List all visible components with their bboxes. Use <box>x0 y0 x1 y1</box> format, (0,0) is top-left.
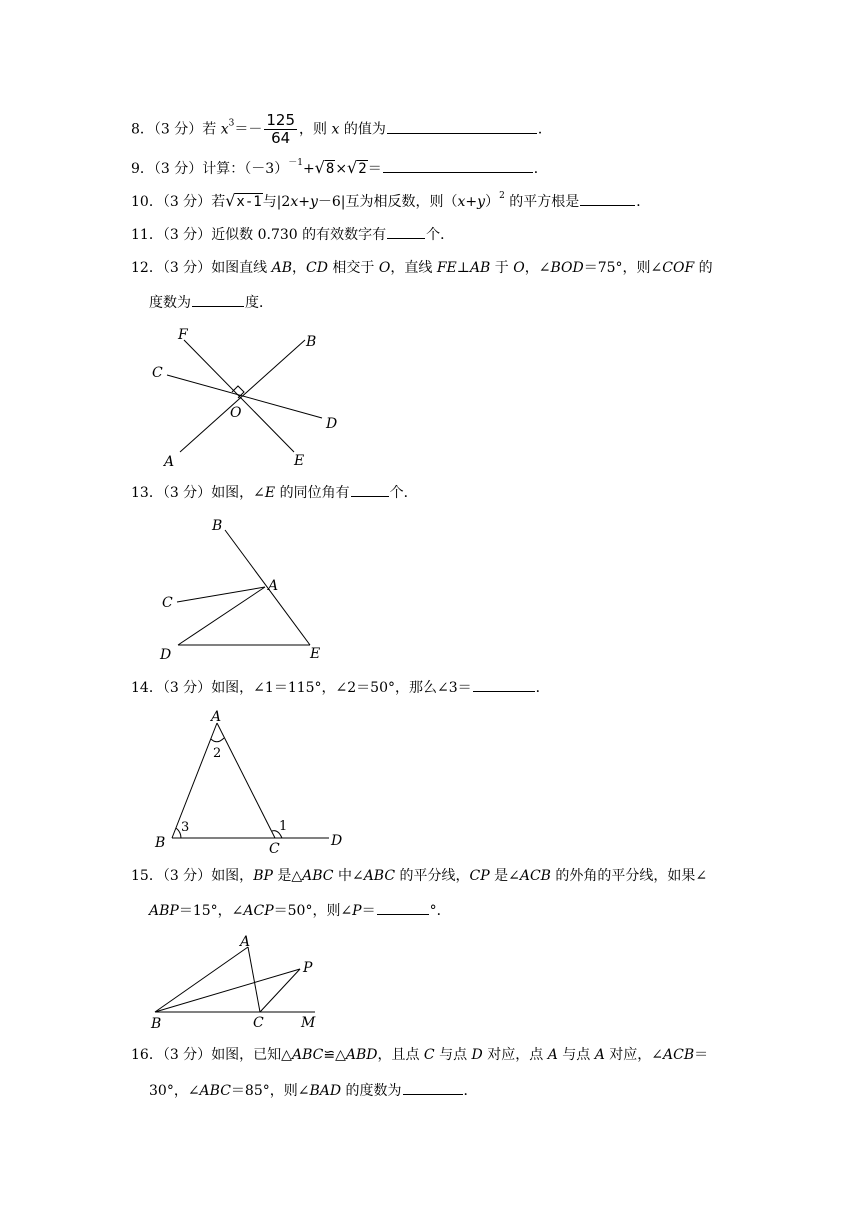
text: ． <box>636 194 651 210</box>
text: + <box>302 161 315 177</box>
text: 度． <box>245 295 273 311</box>
text: ＝ <box>694 1047 709 1063</box>
var: O <box>513 260 525 276</box>
angle-2-arc <box>211 738 224 742</box>
text: 与|2 <box>262 194 291 210</box>
label-C: C <box>152 365 163 381</box>
answer-blank[interactable] <box>192 292 244 307</box>
text: 如图直线 <box>211 260 272 276</box>
sqrt-sign-icon: √ <box>347 158 358 177</box>
answer-blank[interactable] <box>473 677 535 692</box>
var: x <box>331 121 340 138</box>
text: 是△ <box>272 868 303 884</box>
label-M: M <box>301 1015 316 1031</box>
text: 的值为 <box>339 121 386 138</box>
text: －6|互为相反数，则（ <box>317 194 458 210</box>
text: ，∠ <box>524 260 551 276</box>
var: D <box>471 1047 483 1063</box>
text: 于 <box>490 260 514 276</box>
question-15 <box>131 866 707 886</box>
var: x <box>457 194 466 210</box>
exponent: 2 <box>499 191 505 201</box>
var: AB <box>469 260 491 276</box>
text: 对应，∠ <box>604 1047 664 1063</box>
text: 与点 <box>557 1047 595 1063</box>
text: 近似数 0.730 的有效数字有 <box>211 227 387 243</box>
var: ACP <box>243 903 274 919</box>
text: 计算：（－3） <box>202 161 289 177</box>
line-da <box>178 587 265 645</box>
text: 若 <box>202 121 221 138</box>
label-E: E <box>310 646 321 662</box>
var: CP <box>469 868 490 884</box>
var: COF <box>662 260 695 276</box>
question-12 <box>131 258 713 278</box>
line-fe <box>184 340 294 452</box>
text: 的外角的平分线，如果∠ <box>550 868 708 884</box>
question-13 <box>131 482 418 503</box>
figure-q14 <box>145 705 355 855</box>
text: ＝ <box>367 161 382 177</box>
score: （3 分） <box>153 161 203 177</box>
question-15-line-2 <box>149 900 451 921</box>
text: 与点 <box>434 1047 472 1063</box>
var: y <box>477 194 486 210</box>
question-number: 14． <box>131 680 163 696</box>
score: （3 分） <box>162 260 212 276</box>
answer-blank[interactable] <box>377 900 429 915</box>
text: 度数为 <box>149 295 191 311</box>
label-B: B <box>155 835 166 851</box>
label-B: B <box>306 334 317 350</box>
question-number: 8． <box>131 121 154 138</box>
label-P: P <box>303 960 313 976</box>
label-F: F <box>178 327 188 343</box>
text: × <box>335 161 348 177</box>
var: AB <box>271 260 293 276</box>
radicand: 8 <box>325 161 335 177</box>
denominator: 64 <box>271 129 291 147</box>
text: ⊥ <box>456 260 470 276</box>
answer-blank[interactable] <box>580 191 635 206</box>
fraction <box>264 112 297 147</box>
label-C: C <box>162 595 173 611</box>
text: ． <box>537 121 552 138</box>
text: ＝75°，则∠ <box>583 260 663 276</box>
text: ＝50°，则∠ <box>273 903 353 919</box>
question-16-line-2 <box>149 1080 478 1101</box>
var: BOD <box>550 260 584 276</box>
text: ） <box>485 194 500 210</box>
text: ＝ <box>361 903 376 919</box>
text: ． <box>533 161 548 177</box>
answer-blank[interactable] <box>387 224 425 239</box>
question-8 <box>131 112 552 147</box>
text: 的平分线， <box>395 868 470 884</box>
text: 个． <box>389 485 418 501</box>
var: A <box>594 1047 605 1063</box>
question-number: 16． <box>131 1047 163 1063</box>
text: ≌△ <box>323 1047 346 1063</box>
text: ． <box>535 680 550 696</box>
text: ，则 <box>299 121 332 138</box>
answer-blank[interactable] <box>383 158 533 173</box>
score: （3 分） <box>162 868 212 884</box>
text: 的同位角有 <box>275 485 350 501</box>
var: P <box>352 903 362 919</box>
text: ＝15°，∠ <box>178 903 244 919</box>
exponent: 3 <box>228 118 235 129</box>
line-ac <box>248 947 260 1012</box>
text: ， <box>292 260 307 276</box>
question-10 <box>131 191 650 212</box>
text: ，直线 <box>390 260 437 276</box>
answer-blank[interactable] <box>351 482 389 497</box>
question-14 <box>131 677 550 698</box>
line-ca <box>177 587 265 602</box>
text: + <box>298 194 310 210</box>
sqrt-sign-icon: √ <box>314 158 325 177</box>
var: y <box>309 194 318 210</box>
var: E <box>264 485 276 501</box>
var: ABD <box>345 1047 378 1063</box>
text: ，且点 <box>377 1047 424 1063</box>
text: 若 <box>211 194 226 210</box>
var: ABC <box>199 1083 231 1099</box>
label-D: D <box>331 833 343 849</box>
line-ac <box>217 723 275 838</box>
label-D: D <box>326 416 338 432</box>
var: ACB <box>519 868 551 884</box>
label-A: A <box>268 578 279 594</box>
label-A: A <box>240 934 251 950</box>
label-O: O <box>230 405 242 421</box>
text: 个． <box>426 227 455 243</box>
text: 中∠ <box>333 868 364 884</box>
var: ABC <box>363 868 396 884</box>
line-ab <box>172 723 217 838</box>
text: 的 <box>694 260 713 276</box>
label-3: 3 <box>181 820 190 835</box>
question-number: 13． <box>131 485 163 501</box>
question-number: 12． <box>131 260 163 276</box>
question-number: 10． <box>131 194 163 210</box>
text: ． <box>463 1083 478 1099</box>
text: °． <box>429 903 451 919</box>
var: ABP <box>149 903 179 919</box>
answer-blank[interactable] <box>403 1080 463 1095</box>
text: 是∠ <box>489 868 520 884</box>
text: ＝－ <box>234 121 263 138</box>
text: 30°，∠ <box>149 1083 200 1099</box>
var: x <box>220 121 229 138</box>
line-bp <box>155 969 300 1012</box>
label-E: E <box>294 453 305 469</box>
label-2: 2 <box>213 746 222 761</box>
var: CD <box>306 260 328 276</box>
label-C: C <box>253 1015 264 1031</box>
figure-q13 <box>150 510 340 665</box>
var: C <box>423 1047 435 1063</box>
label-A: A <box>164 454 175 470</box>
score: （3 分） <box>162 680 212 696</box>
text: 如图，∠ <box>211 485 265 501</box>
var: BAD <box>309 1083 342 1099</box>
radicand: x-1 <box>236 194 262 210</box>
question-number: 15． <box>131 868 163 884</box>
label-1: 1 <box>279 819 288 834</box>
label-B: B <box>212 518 223 534</box>
question-9 <box>131 158 548 179</box>
line-cd <box>167 375 322 418</box>
score: （3 分） <box>162 1047 212 1063</box>
question-16 <box>131 1045 708 1065</box>
score: （3 分） <box>162 485 212 501</box>
var: BP <box>253 868 273 884</box>
var: ABC <box>291 1047 324 1063</box>
var: x <box>290 194 299 210</box>
label-A: A <box>211 709 222 725</box>
label-C: C <box>269 841 280 855</box>
label-B: B <box>151 1016 162 1032</box>
score: （3 分） <box>162 227 212 243</box>
text: 如图， <box>211 868 254 884</box>
text: 如图，已知△ <box>211 1047 292 1063</box>
var: A <box>547 1047 558 1063</box>
line-ba <box>155 947 248 1012</box>
text: 对应，点 <box>482 1047 548 1063</box>
score: （3 分） <box>153 121 203 138</box>
figure-q15 <box>145 930 345 1035</box>
text: 的平方根是 <box>504 194 580 210</box>
var: ACB <box>663 1047 695 1063</box>
var: ABC <box>302 868 334 884</box>
radicand: 2 <box>358 161 367 177</box>
sqrt-sign-icon: √ <box>225 191 236 210</box>
var: FE <box>436 260 457 276</box>
question-12-line-2 <box>149 292 273 313</box>
question-number: 11． <box>131 227 163 243</box>
question-number: 9． <box>131 161 154 177</box>
text: 的度数为 <box>341 1083 402 1099</box>
numerator: 125 <box>266 111 296 129</box>
figure-q12 <box>140 320 340 475</box>
label-D: D <box>160 647 172 663</box>
question-11 <box>131 224 454 245</box>
score: （3 分） <box>162 194 212 210</box>
exponent: －1 <box>288 158 303 168</box>
var: O <box>378 260 391 276</box>
answer-blank[interactable] <box>387 119 537 134</box>
text: + <box>465 194 478 210</box>
text: 如图，∠1＝115°，∠2＝50°，那么∠3＝ <box>211 680 472 696</box>
text: ＝85°，则∠ <box>230 1083 310 1099</box>
text: 相交于 <box>327 260 379 276</box>
